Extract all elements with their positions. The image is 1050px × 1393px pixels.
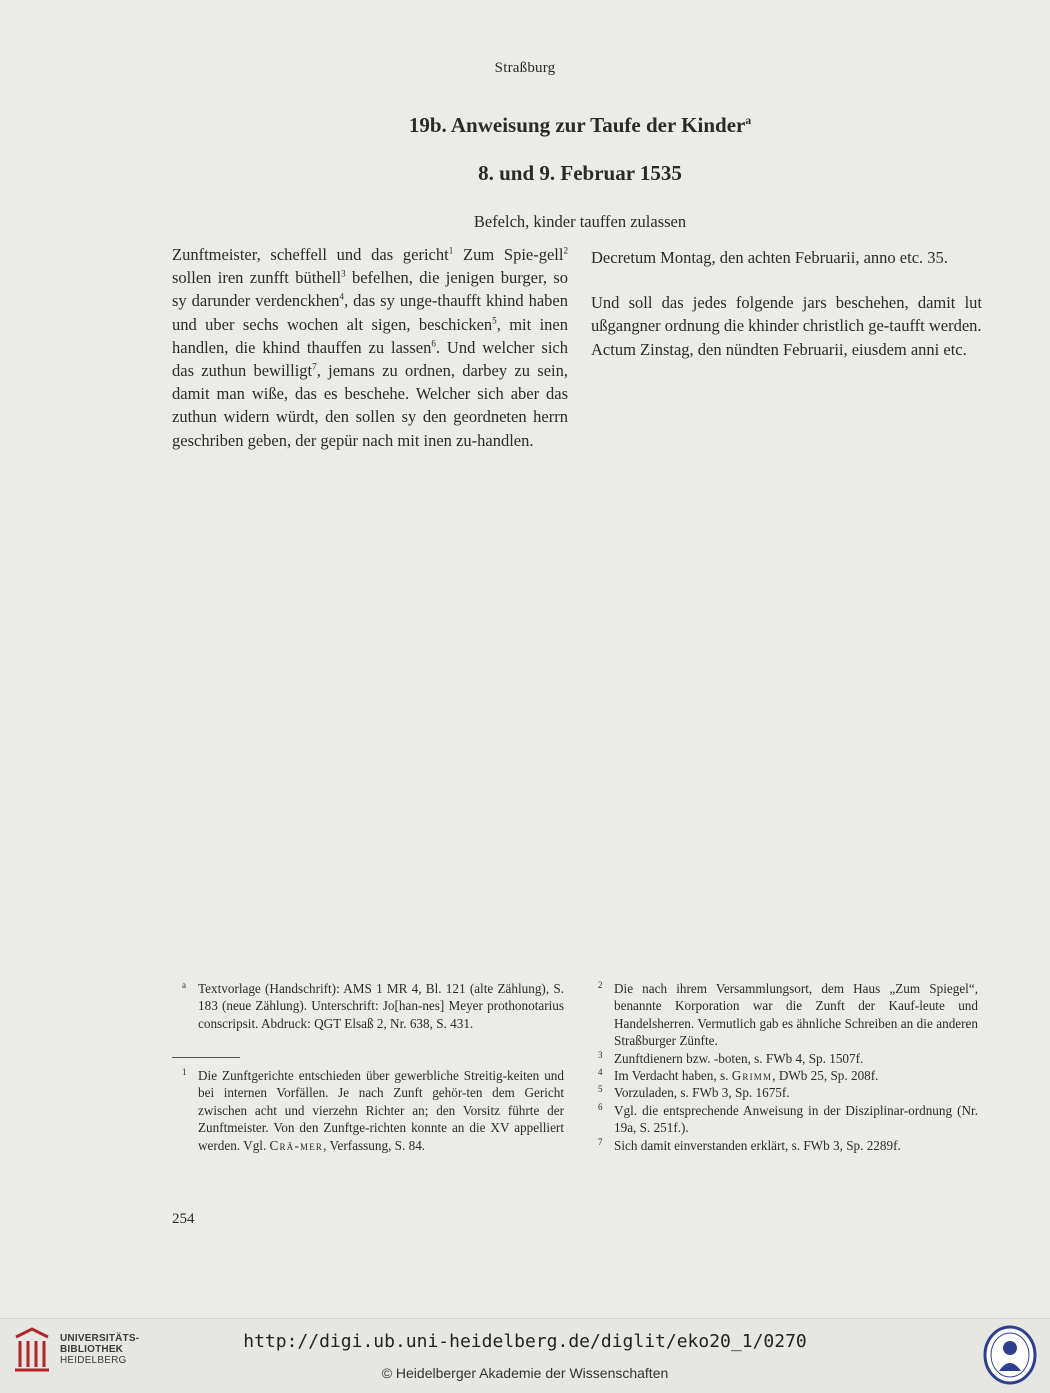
- footnote-text: Sich damit einverstanden erklärt, s. FWb 3, Sp. 2289f.: [614, 1137, 901, 1153]
- footnote-text: Die Zunftgerichte entschieden über gewerbliche Streitig-keiten und bei internen Vorfällen. Je nach Zunft gehör-ten dem Gericht zwischen acht und vierzehn Richter an; den Vorsitz führte der Zunftmeister. Von den Zunftge-richten konnte an die XV appelliert werden. Vgl.: [198, 1068, 564, 1153]
- footnote-a: [172, 980, 564, 1032]
- footnote-mark: 2: [598, 980, 603, 990]
- footnote-mark: 5: [598, 1084, 603, 1095]
- footnote-text: Zunftdienern bzw. -boten, s. FWb 4, Sp. 1507f.: [614, 1050, 864, 1066]
- footnote-mark: a: [182, 980, 186, 990]
- section-date: 8. und 9. Februar 1535: [478, 161, 682, 185]
- footnotes-right-column: [588, 980, 978, 1154]
- footnote-ref: 2: [563, 245, 568, 256]
- section-title-text: 19b. Anweisung zur Taufe der Kinder: [408, 113, 746, 137]
- footnote-mark: 7: [598, 1136, 603, 1147]
- footnote-ref: 6: [431, 338, 436, 349]
- footnote-7: [588, 1137, 978, 1154]
- footnote-ref: 1: [448, 245, 454, 256]
- logo-line: BIBLIOTHEK: [60, 1344, 124, 1355]
- logo-line: UNIVERSITÄTS-: [60, 1333, 140, 1344]
- footnote-ref: 3: [341, 268, 346, 279]
- permalink: [0, 1331, 1050, 1352]
- footnote-mark: 3: [598, 1049, 603, 1060]
- permalink-link[interactable]: http://digi.ub.uni-heidelberg.de/diglit/eko20_1/0270: [243, 1331, 807, 1352]
- author-name: Crä-mer: [269, 1137, 324, 1153]
- footnote-3: [588, 1050, 978, 1067]
- footnote-text: Die nach ihrem Versammlungsort, dem Haus „Zum Spiegel“, benannte Korporation war die Zunft der Kauf-leute und Handelsherren. Vermutlich gab es ähnliche Schreiben an die anderen Straßburger Zünfte.: [614, 981, 978, 1049]
- footnote-text: Textvorlage (Handschrift): AMS 1 MR 4, Bl. 121 (alte Zählung), S. 183 (neue Zählung). Unterschrift: Jo[han-nes] Meyer prothonotarius conscripsit. Abdruck: QGT Elsaß 2, Nr. 638, S. 431.: [198, 981, 564, 1031]
- footnote-text-tail: , Verfassung, S. 84.: [323, 1137, 426, 1153]
- footnote-text-tail: , DWb 25, Sp. 208f.: [772, 1068, 879, 1084]
- footnote-ref-a: a: [745, 115, 752, 127]
- footnote-divider: [172, 1057, 240, 1058]
- main-text-left-column: [172, 243, 568, 452]
- actum-paragraph: Actum Zinstag, den nündten Februarii, eiusdem anni etc.: [591, 339, 967, 359]
- copyright-notice: © Heidelberger Akademie der Wissenschaften: [381, 1365, 669, 1381]
- text-segment: , das sy unge-thaufft khind haben und uber sechs wochen alt sigen, beschicken: [172, 291, 568, 334]
- text-segment: Zum Spie-gell: [453, 245, 564, 264]
- text-segment: , jemans zu ordnen, darbey zu sein, damit man wiße, das es beschehe. Welcher sich aber das zuthun widern würdt, den sollen sy den geordneten herrn geschriben geben, der gepür nach mit inen zu-handlen.: [172, 361, 568, 450]
- page-number: 254: [172, 1211, 195, 1227]
- author-name: Grimm: [731, 1068, 773, 1084]
- footnote-5: [588, 1084, 978, 1101]
- text-segment: befelhen, die jenigen burger, so sy darunder verdenckhen: [172, 268, 568, 311]
- text-segment: sollen iren zunfft büthell: [172, 268, 342, 288]
- decree-paragraph: Decretum Montag, den achten Februarii, anno etc. 35.: [591, 248, 948, 267]
- section-title: [0, 113, 1050, 138]
- footnote-2: [588, 980, 978, 1050]
- footnote-text: Im Verdacht haben, s.: [614, 1068, 732, 1084]
- footnote-ref: 7: [312, 361, 317, 372]
- footnote-text: Vgl. die entsprechende Anweisung in der Disziplinar-ordnung (Nr. 19a, S. 251f.).: [614, 1102, 978, 1136]
- viewer-footer: [0, 1318, 1050, 1393]
- footnote-mark: 1: [182, 1067, 187, 1077]
- footnote-1: [172, 1067, 564, 1154]
- ordinance-paragraph: Und soll das jedes folgende jars beschehen, damit lut ußgangner ordnung die khinder christlich ge-taufft werden.: [591, 293, 982, 336]
- footnote-text: Vorzuladen, s. FWb 3, Sp. 1675f.: [614, 1085, 790, 1101]
- footnote-6: [588, 1102, 978, 1137]
- running-head: Straßburg: [494, 60, 556, 76]
- footnote-4: [588, 1067, 978, 1084]
- footnote-mark: 6: [598, 1101, 603, 1112]
- logo-line: HEIDELBERG: [60, 1355, 127, 1366]
- section-subtitle: Befelch, kinder tauffen zulassen: [473, 212, 687, 231]
- academy-seal-icon[interactable]: [983, 1325, 1037, 1385]
- text-segment: . Und welcher sich das zuthun bewilligt: [172, 337, 568, 381]
- text-segment: , mit inen handlen, die khind thauffen zu lassen: [172, 314, 568, 357]
- text-segment: Zunftmeister, scheffell und das gericht: [172, 245, 449, 264]
- main-text-right-column: [591, 246, 982, 383]
- footnote-ref: 4: [339, 291, 345, 302]
- footnote-ref: 5: [492, 315, 497, 326]
- footnote-mark: 4: [598, 1067, 603, 1078]
